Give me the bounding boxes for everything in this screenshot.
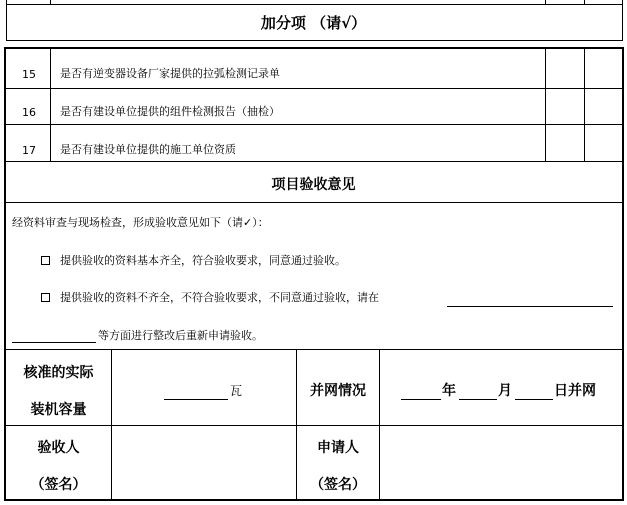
table-row-text: 是否有建设单位提供的施工单位资质	[60, 143, 236, 156]
table-row-text: 是否有建设单位提供的组件检测报告（抽检）	[60, 105, 280, 118]
acceptor-label-line-1: 验收人	[37, 440, 80, 456]
rectification-blank-2[interactable]	[12, 342, 96, 343]
grid-day-blank[interactable]	[515, 399, 553, 400]
capacity-unit: 瓦	[230, 384, 243, 398]
rectification-blank-1[interactable]	[447, 306, 613, 307]
applicant-label-line-2: （签名）	[310, 477, 366, 493]
grid-month-blank[interactable]	[459, 399, 497, 400]
table-row-number: 15	[22, 68, 36, 81]
table-row-number: 17	[22, 144, 36, 157]
capacity-value-blank[interactable]	[164, 399, 228, 400]
table-row-number: 16	[22, 106, 36, 119]
acceptor-signature-field[interactable]	[112, 426, 296, 500]
grid-year-label: 年	[442, 383, 456, 399]
applicant-label-line-1: 申请人	[317, 440, 359, 456]
table-row-text: 是否有逆变器设备厂家提供的拉弧检测记录单	[60, 67, 280, 80]
option-fail-tail: 等方面进行整改后重新申请验收。	[98, 329, 263, 342]
opinion-title: 项目验收意见	[271, 177, 356, 193]
pass-checkbox[interactable]	[41, 256, 50, 265]
grid-month-label: 月	[498, 383, 512, 399]
acceptor-label-line-2: （签名）	[30, 477, 87, 493]
capacity-label-line-2: 装机容量	[30, 402, 87, 418]
opinion-intro: 经资料审查与现场检查，形成验收意见如下（请✓）：	[12, 216, 269, 229]
grid-status-label: 并网情况	[310, 383, 366, 399]
option-fail-text: 提供验收的资料不齐全，不符合验收要求，不同意通过验收，请在	[60, 291, 379, 304]
grid-day-label: 日并网	[554, 383, 596, 399]
capacity-label-line-1: 核准的实际	[23, 365, 94, 381]
bonus-section-header: 加分项 （请√）	[260, 14, 367, 32]
fail-checkbox[interactable]	[41, 293, 50, 302]
grid-year-blank[interactable]	[401, 399, 441, 400]
option-pass-text: 提供验收的资料基本齐全，符合验收要求，同意通过验收。	[60, 254, 346, 267]
applicant-signature-field[interactable]	[380, 426, 622, 500]
